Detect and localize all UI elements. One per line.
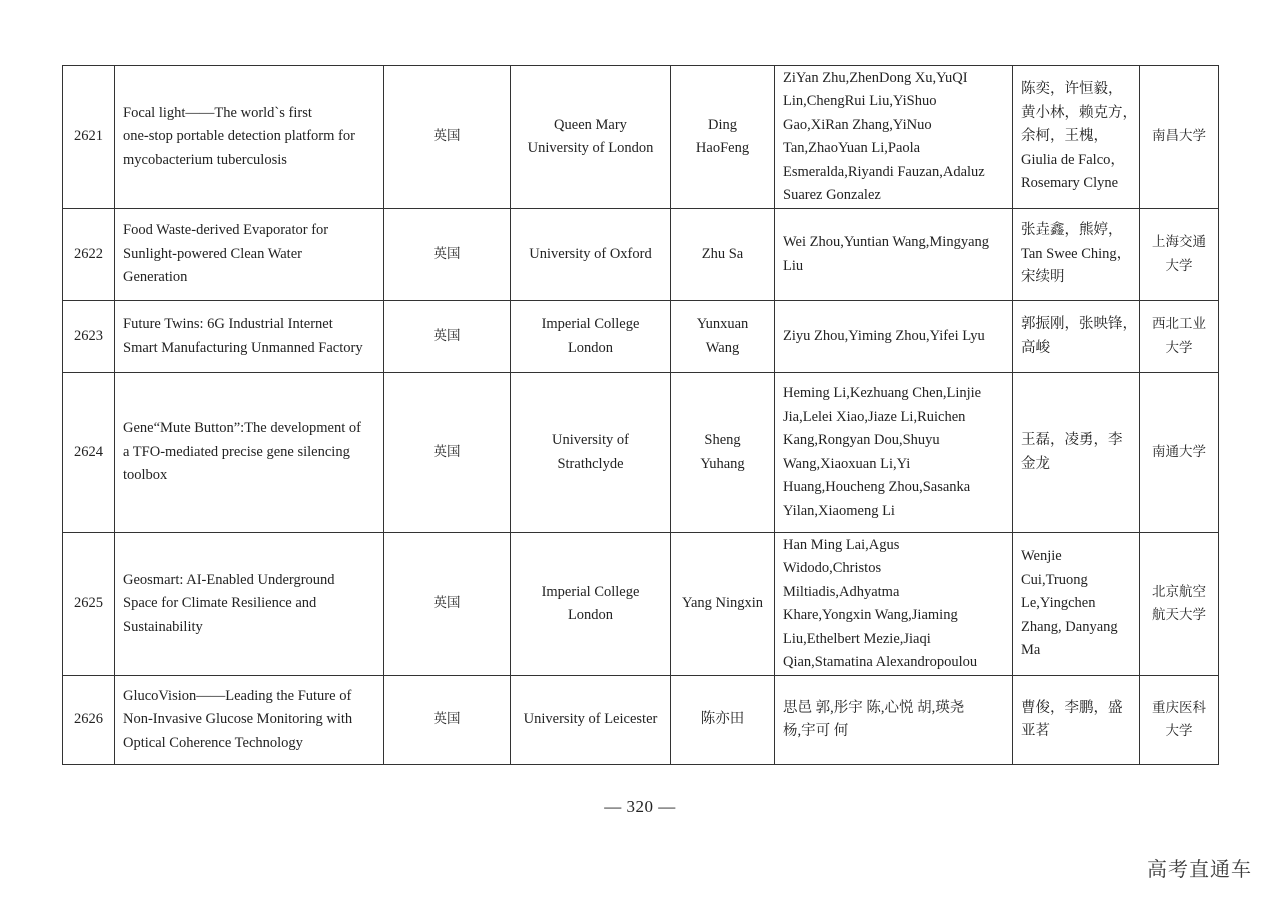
cell-university [511, 209, 671, 301]
cell-team-leader-line: Sheng [704, 432, 741, 448]
cell-team-members-line: Liu [783, 257, 804, 274]
cell-advisors-line: 陈奕，许恒毅， [1021, 81, 1123, 98]
cell-team-leader [671, 676, 775, 765]
cell-project-title-line: mycobacterium tuberculosis [123, 151, 287, 168]
cell-project-title-line: toolbox [123, 467, 168, 484]
cell-project-title-line: Generation [123, 269, 188, 286]
table-row [63, 676, 1219, 765]
cell-team-members-line: 思邑 郭,彤宇 陈,心悦 胡,瑛尧 [783, 699, 965, 716]
cell-team-leader [671, 533, 775, 676]
cell-team-leader-line: Yang Ningxin [681, 595, 764, 612]
cell-team-members-line: Wang,Xiaoxuan Li,Yi [783, 455, 911, 472]
cell-partner-university [1140, 533, 1219, 676]
cell-project-title-line: Space for Climate Resilience and [123, 595, 317, 612]
cell-advisors-line: 张垚鑫，熊婷， [1021, 222, 1123, 239]
cell-team-members-line: Heming Li,Kezhuang Chen,Linjie [783, 385, 982, 401]
cell-project-title [115, 533, 384, 676]
cell-partner-university-line: 大学 [1165, 339, 1193, 356]
cell-advisors-line: Tan Swee Ching， [1021, 245, 1132, 262]
cell-university-line: University of London [527, 140, 654, 156]
cell-team-members-line: 杨,宇可 何 [783, 723, 849, 739]
cell-partner-university-line: 重庆医科 [1152, 699, 1206, 716]
cell-project-title [115, 676, 384, 765]
cell-partner-university [1140, 373, 1219, 533]
cell-team-members-line: Widodo,Christos [783, 560, 882, 576]
cell-team-members-line: Han Ming Lai,Agus [783, 536, 900, 553]
cell-advisors-line: Zhang, Danyang [1021, 618, 1118, 635]
watermark-text: 高考直通车 [1147, 857, 1252, 881]
cell-entry-number: 2621 [63, 66, 115, 209]
cell-advisors-line: Ma [1021, 642, 1041, 659]
cell-advisors-line: 郭振刚，张映锋， [1021, 316, 1137, 332]
table-row [63, 533, 1219, 676]
cell-project-title [115, 209, 384, 301]
cell-team-members-line: Liu,Ethelbert Mezie,Jiaqi [783, 630, 931, 647]
cell-partner-university-line: 南昌大学 [1152, 128, 1206, 145]
cell-advisors-line: 高峻 [1021, 339, 1050, 356]
cell-country: 英国 [384, 676, 511, 765]
cell-partner-university-line: 大学 [1165, 723, 1193, 739]
cell-advisors [1013, 301, 1140, 373]
cell-university [511, 676, 671, 765]
cell-country: 英国 [384, 301, 511, 373]
cell-project-title [115, 373, 384, 533]
cell-advisors-line: 宋续明 [1021, 269, 1065, 286]
cell-project-title-line: Optical Coherence Technology [123, 734, 303, 751]
cell-team-leader [671, 66, 775, 209]
cell-team-leader-line: Yuhang [700, 455, 745, 472]
cell-country: 英国 [384, 209, 511, 301]
competition-entries-table [62, 65, 1219, 765]
cell-team-members-line: Huang,Houcheng Zhou,Sasanka [783, 479, 971, 495]
cell-university [511, 373, 671, 533]
cell-partner-university [1140, 66, 1219, 209]
cell-university-line: Queen Mary [554, 116, 627, 133]
cell-advisors-line: 曹俊，李鹏，盛 [1021, 699, 1123, 716]
cell-partner-university [1140, 676, 1219, 765]
cell-university-line: London [567, 339, 614, 356]
cell-advisors-line: Wenjie [1021, 548, 1062, 565]
cell-advisors-line: 黄小林，赖克方， [1021, 104, 1137, 121]
cell-project-title-line: a TFO-mediated precise gene silencing [123, 443, 350, 460]
cell-team-members [775, 66, 1013, 209]
cell-team-members-line: Esmeralda,Riyandi Fauzan,Adaluz [783, 163, 985, 180]
cell-entry-number: 2624 [63, 373, 115, 533]
cell-team-members [775, 533, 1013, 676]
cell-team-members-line: Khare,Yongxin Wang,Jiaming [783, 607, 958, 623]
cell-partner-university-line: 大学 [1165, 257, 1193, 274]
cell-team-members [775, 676, 1013, 765]
cell-country: 英国 [384, 373, 511, 533]
page-number: — 320 — [604, 797, 676, 816]
cell-advisors-line: Giulia de Falco， [1021, 151, 1125, 168]
cell-advisors [1013, 209, 1140, 301]
cell-team-members-line: Wei Zhou,Yuntian Wang,Mingyang [783, 234, 990, 250]
cell-entry-number: 2625 [63, 533, 115, 676]
cell-team-members [775, 373, 1013, 533]
cell-entry-number: 2622 [63, 209, 115, 301]
cell-team-members-line: Gao,XiRan Zhang,YiNuo [783, 116, 932, 133]
cell-team-members [775, 209, 1013, 301]
cell-advisors [1013, 373, 1140, 533]
cell-project-title-line: GlucoVision——Leading the Future of [123, 687, 352, 704]
cell-team-members-line: Yilan,Xiaomeng Li [783, 502, 895, 519]
cell-team-leader [671, 373, 775, 533]
table-row [63, 66, 1219, 209]
cell-country: 英国 [384, 533, 511, 676]
cell-team-leader-line: Wang [705, 339, 740, 356]
cell-team-members-line: Jia,Lelei Xiao,Jiaze Li,Ruichen [783, 408, 966, 425]
table-row [63, 209, 1219, 301]
cell-project-title-line: one-stop portable detection platform for [123, 128, 355, 145]
cell-project-title-line: Non-Invasive Glucose Monitoring with [123, 711, 353, 728]
cell-university-line: Imperial College [541, 583, 640, 600]
cell-team-members-line: ZiYan Zhu,ZhenDong Xu,YuQI [783, 69, 968, 86]
cell-advisors-line: Le,Yingchen [1021, 595, 1096, 612]
cell-university-line: Imperial College [541, 316, 640, 332]
cell-partner-university-line: 西北工业 [1152, 316, 1206, 332]
cell-team-leader-line: Zhu Sa [701, 245, 744, 262]
cell-entry-number: 2626 [63, 676, 115, 765]
cell-university [511, 66, 671, 209]
cell-team-leader [671, 209, 775, 301]
cell-team-members [775, 301, 1013, 373]
cell-project-title-line: Geosmart: AI-Enabled Underground [123, 571, 335, 588]
cell-team-members-line: Miltiadis,Adhyatma [783, 583, 900, 600]
cell-team-leader-line: HaoFeng [695, 140, 750, 156]
cell-partner-university [1140, 301, 1219, 373]
cell-team-leader-line: 陈亦田 [700, 711, 745, 728]
cell-project-title-line: Sunlight-powered Clean Water [123, 245, 302, 262]
cell-project-title-line: Food Waste-derived Evaporator for [123, 222, 329, 239]
cell-advisors-line: 余柯，王槐， [1021, 128, 1108, 145]
cell-team-members-line: Ziyu Zhou,Yiming Zhou,Yifei Lyu [783, 327, 985, 344]
cell-advisors [1013, 676, 1140, 765]
cell-advisors [1013, 533, 1140, 676]
table-row [63, 301, 1219, 373]
cell-team-leader [671, 301, 775, 373]
cell-project-title [115, 66, 384, 209]
cell-university [511, 533, 671, 676]
cell-project-title-line: Sustainability [123, 618, 203, 635]
cell-partner-university-line: 南通大学 [1152, 443, 1206, 460]
cell-project-title-line: Future Twins: 6G Industrial Internet [123, 316, 333, 332]
cell-team-members-line: Qian,Stamatina Alexandropoulou [783, 654, 978, 670]
cell-team-leader-line: Yunxuan [696, 316, 749, 332]
cell-university-line: University of [552, 432, 629, 448]
cell-country: 英国 [384, 66, 511, 209]
cell-partner-university-line: 航天大学 [1152, 607, 1206, 623]
cell-project-title [115, 301, 384, 373]
cell-partner-university-line: 北京航空 [1152, 583, 1206, 600]
cell-university-line: Strathclyde [557, 455, 624, 472]
cell-team-members-line: Kang,Rongyan Dou,Shuyu [783, 432, 940, 448]
cell-advisors-line: 金龙 [1021, 455, 1050, 472]
cell-university-line: University of Oxford [529, 245, 652, 262]
cell-team-members-line: Suarez Gonzalez [783, 187, 881, 203]
cell-advisors-line: Cui,Truong [1021, 571, 1088, 588]
table-row [63, 373, 1219, 533]
cell-team-leader-line: Ding [708, 116, 737, 133]
cell-advisors [1013, 66, 1140, 209]
cell-partner-university [1140, 209, 1219, 301]
cell-advisors-line: Rosemary Clyne [1021, 175, 1119, 192]
cell-university [511, 301, 671, 373]
cell-university-line: University of Leicester [523, 711, 658, 728]
cell-team-members-line: Lin,ChengRui Liu,YiShuo [783, 93, 937, 109]
cell-project-title-line: Gene“Mute Button”:The development of [123, 420, 361, 437]
cell-entry-number: 2623 [63, 301, 115, 373]
cell-project-title-line: Focal light——The world`s first [123, 104, 312, 121]
cell-project-title-line: Smart Manufacturing Unmanned Factory [123, 339, 363, 356]
cell-advisors-line: 王磊，凌勇，李 [1021, 432, 1123, 448]
cell-team-members-line: Tan,ZhaoYuan Li,Paola [783, 140, 921, 156]
cell-partner-university-line: 上海交通 [1152, 234, 1206, 250]
cell-advisors-line: 亚茗 [1021, 723, 1050, 739]
cell-university-line: London [567, 607, 614, 623]
table-body [63, 66, 1219, 765]
